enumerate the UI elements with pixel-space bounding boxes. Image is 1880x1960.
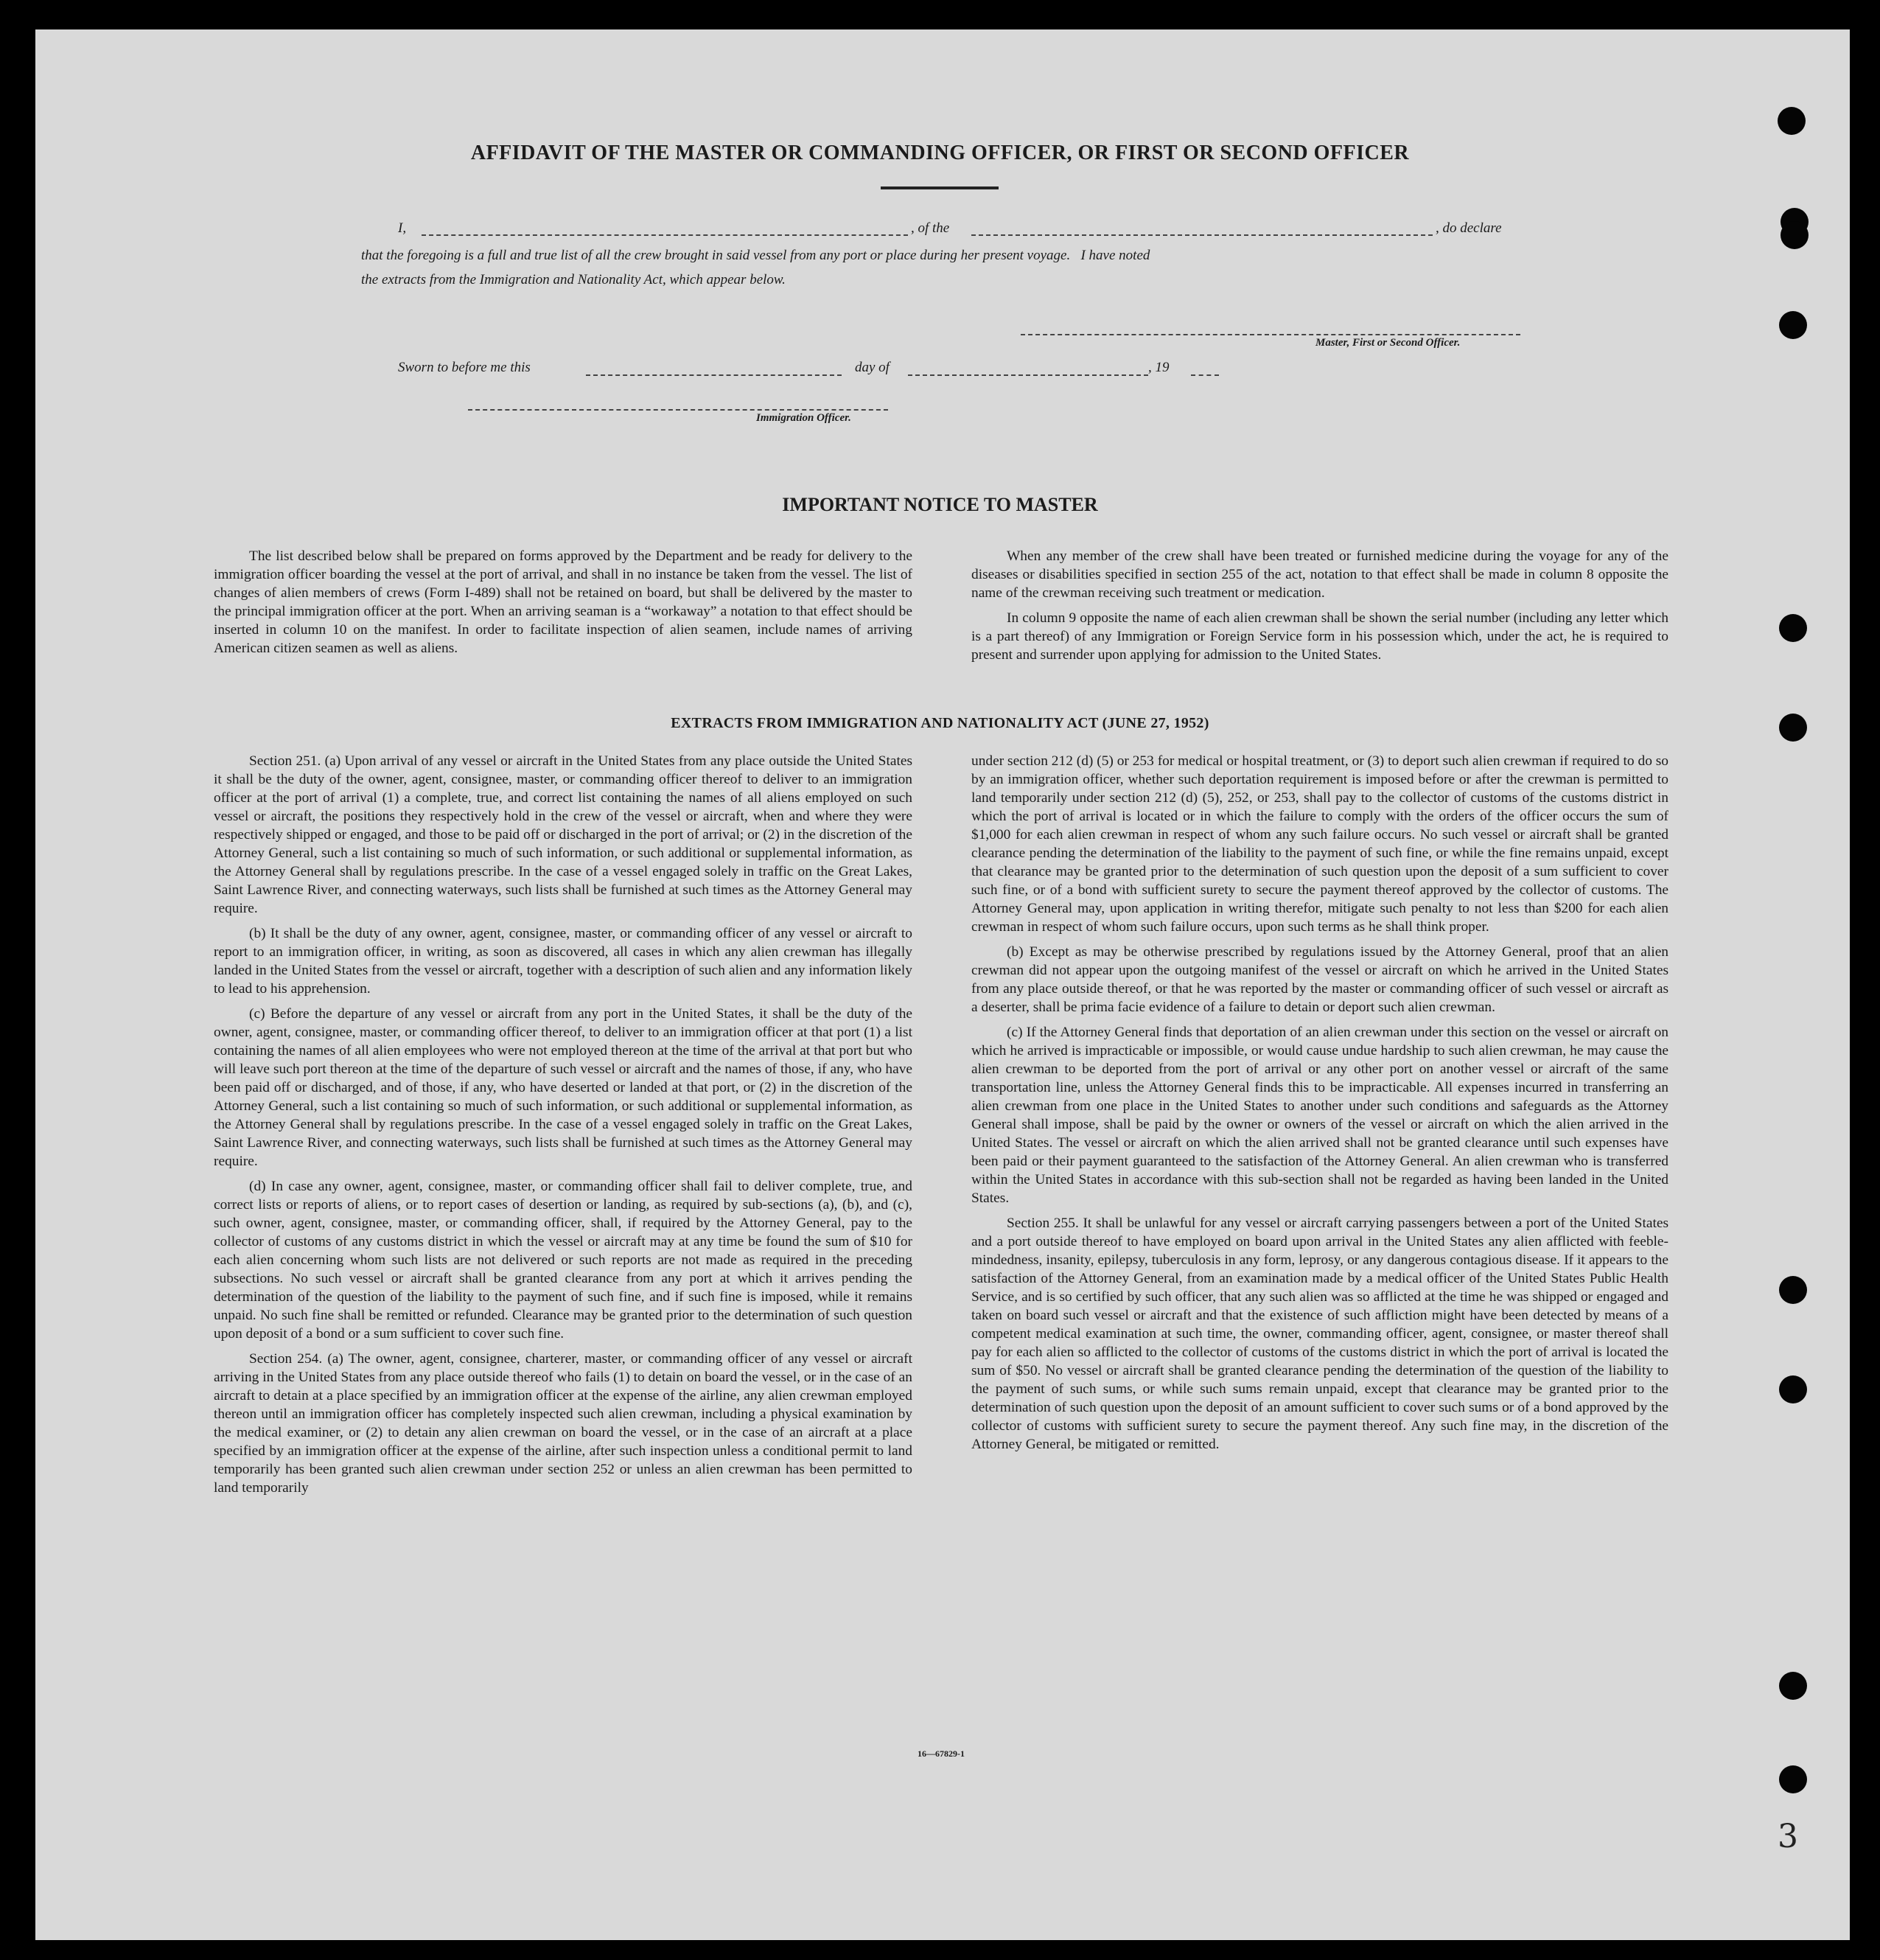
title-rule — [881, 186, 999, 189]
section-254-c: (c) If the Attorney General finds that deportation of an alien crewman under this section on the vessel or aircraft on which he arrived is impracticable or impossible, or would cause undue hardship to such alien crewman, he may cause the alien crewman to be deported from the port of arrival or any other port on another vessel or aircraft of the same transportation line, unless the Attorney General finds this to be impracticable. All expenses incurred in transferring an alien crewman from one place in the United States to another under such conditions and safeguards as the Attorney General shall impose, shall be paid by the owner or owners of the vessel or aircraft on which the alien arrived in the United States. The vessel or aircraft on which the alien arrived shall not be granted clearance until such expenses have been paid or their payment guaranteed to the satisfaction of the Attorney General. An alien crewman who is transferred within the United States in accordance with this sub-section shall not be regarded as having been landed in the United States. — [971, 1025, 1668, 1206]
notice-right-paragraph-2: In column 9 opposite the name of each alien crewman shall be shown the serial number (including any letter which is a part thereof) of any Immigration or Foreign Service form in his possession which, under the act, he is required to present and surrender upon applying for admission to the United States. — [971, 610, 1668, 663]
master-signature-line[interactable] — [1021, 334, 1520, 335]
section-254-a-continued: under section 212 (d) (5) or 253 for medical or hospital treatment, or (3) to deport such alien crewman if required to do so by an immigration officer, whether such deportation requirement is imposed before or after the crewman is permitted to land temporarily under section 212 (d) (5), 252, or 253, shall pay to the collector of customs of the customs district in which the port of arrival is located or in which the failure to comply with the orders of the officer occurs the sum of $1,000 for each alien crewman in respect of whom any such failure occurs. No such vessel or aircraft shall be granted clearance pending the determination of the liability to the payment of such fine, or while the fine remains unpaid, except that clearance may be granted prior to the determination of such question upon the deposit of a sum sufficient to cover such fine, or of a bond with sufficient surety to secure the payment thereof approved by the collector of customs. The Attorney General may, upon application in writing therefor, mitigate such penalty to not less than $200 for each alien crewman in respect of whom such failure occurs, upon such terms as he shall think proper. — [971, 753, 1668, 935]
extracts-title: EXTRACTS FROM IMMIGRATION AND NATIONALITY ACT (JUNE 27, 1952) — [671, 715, 1209, 731]
name-blank[interactable] — [422, 234, 908, 236]
section-251-c: (c) Before the departure of any vessel or aircraft from any port in the United States, it shall be the duty of the owner, agent, consignee, master, or commanding officer thereof, to deliver to an immigration officer at that port (1) a list containing the names of all alien employees who were not employed thereon at the time of the arrival at that port but who will leave such port thereon at the time of the departure of such vessel or aircraft and the names of those, if any, who have been paid off or discharged, and of those, if any, who have deserted or landed at that port, or (2) in the discretion of the Attorney General, such a list containing so much of such information, or such additional or supplemental information, as the Attorney General shall by regulations prescribe. In the case of a vessel engaged solely in traffic on the Great Lakes, Saint Lawrence River, and connecting waterways, such lists shall be furnished at such times as the Attorney General may require. — [214, 1006, 912, 1169]
day-of-label: day of — [855, 360, 890, 375]
handwritten-page-number: 3 — [1778, 1818, 1798, 1855]
year-label: , 19 — [1148, 360, 1170, 375]
punch-hole — [1779, 1375, 1807, 1403]
section-251-b: (b) It shall be the duty of any owner, agent, consignee, master, or commanding officer of any vessel or aircraft to report to an immigration officer, in writing, as soon as discovered, all cases in which any alien crewman has illegally landed in the United States from the vessel or aircraft, together with a description of such alien and any information likely to lead to his apprehension. — [214, 926, 912, 997]
sworn-label: Sworn to before me this — [398, 360, 531, 375]
affidavit-line-2: that the foregoing is a full and true list of all the crew brought in said vessel from any port or place during her present voyage. I have noted — [361, 248, 1150, 263]
section-254-a: Section 254. (a) The owner, agent, consignee, charterer, master, or commanding officer of any vessel or aircraft arriving in the United States from any place outside thereof who fails (1) to detain on board the vessel, or in the case of an aircraft to detain at a place specified by an immigration officer at the expense of the airline, any alien crewman employed thereon until an immigration officer has completely inspected such alien crewman, including a physical examination by the medical examiner, or (2) to detain any alien crewman on board the vessel, or in the case of an aircraft at a place specified by an immigration officer at the expense of the airline, after such inspection unless a conditional permit to land temporarily has been granted such alien crewman under section 252 or unless an alien crewman has been permitted to land temporarily — [214, 1351, 912, 1496]
sworn-year-blank[interactable] — [1191, 374, 1219, 376]
affidavit-i-label: I, — [398, 220, 407, 236]
notice-left-column — [214, 547, 912, 664]
affidavit-line-3: the extracts from the Immigration and Nationality Act, which appear below. — [361, 272, 786, 287]
form-number: 16—67829-1 — [918, 1748, 965, 1759]
sworn-day-blank[interactable] — [586, 374, 842, 376]
affidavit-title: AFFIDAVIT OF THE MASTER OR COMMANDING OFFICER, OR FIRST OR SECOND OFFICER — [470, 142, 1410, 164]
punch-hole — [1779, 311, 1807, 339]
punch-hole — [1778, 107, 1806, 135]
vessel-blank[interactable] — [971, 234, 1433, 236]
punch-hole — [1779, 614, 1807, 642]
notice-title: IMPORTANT NOTICE TO MASTER — [782, 494, 1098, 515]
punch-hole — [1779, 1276, 1807, 1304]
notice-left-paragraph: The list described below shall be prepared on forms approved by the Department and be ready for delivery to the immigration officer boarding the vessel at the port of arrival, and shall in no instance be taken from the vessel. The list of changes of alien members of crews (Form I-489) shall not be retained on board, but shall be delivered by the master to the principal immigration officer at the port. When an arriving seaman is a “workaway” a notation to that effect should be inserted in column 10 on the manifest. In order to facilitate inspection of alien seamen, include names of arriving American citizen seamen as well as aliens. — [214, 548, 912, 656]
punch-hole — [1779, 1672, 1807, 1700]
notice-right-paragraph-1: When any member of the crew shall have been treated or furnished medicine during the voyage for any of the diseases or disabilities specified in section 255 of the act, notation to that effect shall be made in column 8 opposite the name of the crewman receiving such treatment or medication. — [971, 548, 1668, 601]
section-254-b: (b) Except as may be otherwise prescribed by regulations issued by the Attorney General, proof that an alien crewman did not appear upon the outgoing manifest of the vessel or aircraft on which he arrived in the United States from any place outside thereof, or that he was reported by the master or commanding officer of such vessel or aircraft as a deserter, shall be prima facie evidence of a failure to detain or deport such alien crewman. — [971, 944, 1668, 1015]
officer-signature-line[interactable] — [468, 409, 888, 411]
extracts-left-column — [214, 752, 912, 1504]
sworn-month-blank[interactable] — [908, 374, 1148, 376]
notice-right-column — [971, 547, 1668, 671]
officer-signature-label: Immigration Officer. — [756, 412, 851, 424]
extracts-right-column — [971, 752, 1668, 1460]
affidavit-of-the-label: , of the — [911, 220, 950, 236]
punch-hole — [1779, 1765, 1807, 1793]
affidavit-declare-label: , do declare — [1436, 220, 1502, 236]
master-signature-label: Master, First or Second Officer. — [1315, 337, 1461, 349]
punch-hole — [1781, 221, 1809, 249]
section-251-a: Section 251. (a) Upon arrival of any vessel or aircraft in the United States from any place outside the United States it shall be the duty of the owner, agent, consignee, master, or commanding officer thereof to deliver to an immigration officer at the port of arrival (1) a complete, true, and correct list containing the names of all aliens employed on such vessel or aircraft, the positions they respectively hold in the crew of the vessel or aircraft, when and where they were respectively shipped or engaged, and those to be paid off or discharged in the port of arrival; or (2) in the discretion of the Attorney General, such a list containing so much of such information, or such additional or supplemental information, as the Attorney General shall by regulations prescribe. In the case of a vessel engaged solely in traffic on the Great Lakes, Saint Lawrence River, and connecting waterways, such lists shall be furnished at such times as the Attorney General may require. — [214, 753, 912, 916]
section-251-d: (d) In case any owner, agent, consignee, master, or commanding officer shall fail to deliver complete, true, and correct lists or reports of aliens, or to report cases of desertion or landing, as required by sub-sections (a), (b), and (c), such owner, agent, consignee, master, or commanding officer, shall, if required by the Attorney General, pay to the collector of customs of any customs district in which the vessel or aircraft may at any time be found the sum of $10 for each alien concerning whom such lists are not delivered or such reports are not made as required in the preceding subsections. No such vessel or aircraft shall be granted clearance from any port at which it arrives pending the determination of the question of the liability to the payment of such fine, and if such fine is imposed, while it remains unpaid. No such fine shall be remitted or refunded. Clearance may be granted prior to the determination of such question upon deposit of a bond or a sum sufficient to cover such fine. — [214, 1179, 912, 1342]
section-255: Section 255. It shall be unlawful for any vessel or aircraft carrying passengers between a port of the United States and a port outside thereof to have employed on board upon arrival in the United States any alien afflicted with feeble-mindedness, insanity, epilepsy, tuberculosis in any form, leprosy, or any dangerous contagious disease. If it appears to the satisfaction of the Attorney General, from an examination made by a medical officer of the United States Public Health Service, and is so certified by such officer, that any such alien was so afflicted at the time he was shipped or engaged and taken on board such vessel or aircraft and that the existence of such affliction might have been detected by means of a competent medical examination at such time, the owner, commanding officer, agent, consignee, or master thereof shall pay for each alien so afflicted to the collector of customs of the customs district in which the port of arrival is located the sum of $50. No vessel or aircraft shall be granted clearance pending the determination of the question of the liability to the payment of such sums, or while such sums remain unpaid, except that clearance may be granted prior to the determination of such question upon the deposit of an amount sufficient to cover such sums or of a bond approved by the collector of customs with sufficient surety to secure the payment thereof. Any such fine may, in the discretion of the Attorney General, be mitigated or remitted. — [971, 1216, 1668, 1452]
